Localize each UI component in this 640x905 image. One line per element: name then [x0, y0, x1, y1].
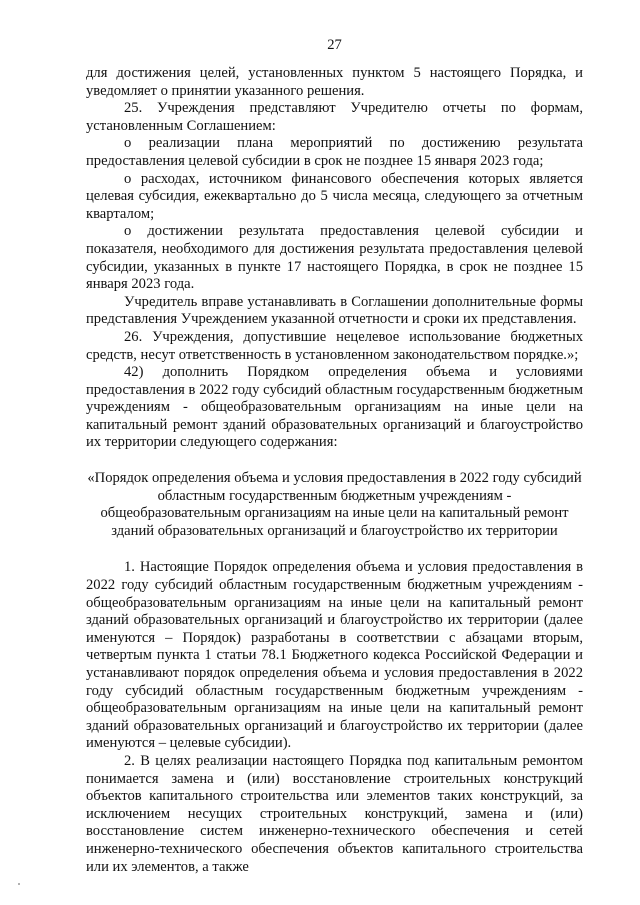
paragraph-report-plan: о реализации плана мероприятий по достижению результата предоставления целевой субсидии в срок не позднее 15 января 2023 года;: [86, 135, 583, 169]
paragraph-item-25: 25. Учреждения представляют Учредителю отчеты по формам, установленным Соглашением:: [86, 100, 583, 134]
paragraph-continuation: для достижения целей, установленных пунктом 5 настоящего Порядка, и уведомляет о принятии указанного решения.: [86, 65, 583, 99]
paragraph-founder-rights: Учредитель вправе устанавливать в Соглашении дополнительные формы представления Учреждением указанной отчетности и сроки их представления.: [86, 293, 583, 328]
paragraph-item-42: 42) дополнить Порядком определения объема и условиями предоставления в 2022 году субсидий областным государственным бюджетным учреждениям - общеобразовательным организациям на иные цели на капитальный ремонт зданий образовательных организаций и благоустройство их территории следующего содержания:: [86, 364, 583, 451]
document-page: [86, 37, 583, 876]
section-heading-block: [86, 470, 583, 540]
paragraph-report-expenses: о расходах, источником финансового обеспечения которых является целевая субсидия, ежеквартально до 5 числа месяца, следующего за отчетным кварталом;: [86, 170, 583, 222]
paragraph-item-2: 2. В целях реализации настоящего Порядка под капитальным ремонтом понимается замена и (или) восстановление строительных конструкций объектов капитального строительства или элементов таких конструкций, за исключением несущих строительных конструкций, замена и (или) восстановление систем инженерно-технического обеспечения и сетей инженерно-технического обеспечения объектов капитального строительства или их элементов, а также: [86, 752, 583, 875]
scan-dot: [18, 883, 20, 885]
paragraph-report-result: о достижении результата предоставления целевой субсидии и показателя, необходимого для достижения результата предоставления целевой субсидии, указанных в пункте 17 настоящего Порядка, в срок не позднее 15 января 2023 года.: [86, 223, 583, 293]
section-heading: «Порядок определения объема и условия предоставления в 2022 году субсидий областным государственным бюджетным учреждениям - общеобразовательным организациям на иные цели на капитальный ремонт зданий образовательных организаций и благоустройство их территории: [87, 470, 582, 539]
paragraph-item-1: 1. Настоящие Порядок определения объема и условия предоставления в 2022 году субсидий областным государственным бюджетным учреждениям - общеобразовательным организациям на иные цели на капитальный ремонт зданий образовательных организаций и благоустройство их территории (далее именуются – Порядок) разработаны в соответствии с абзацами вторым, четвертым пункта 1 статьи 78.1 Бюджетного кодекса Российской Федерации и устанавливают порядок определения объема и условия предоставления в 2022 году субсидий областным государственным бюджетным учреждениям - общеобразовательным организациям на иные цели на капитальный ремонт зданий образовательных организаций и благоустройство их территории (далее именуются – целевые субсидии).: [86, 559, 583, 752]
page-number: 27: [327, 37, 342, 53]
paragraph-item-26: 26. Учреждения, допустившие нецелевое использование бюджетных средств, несут ответственность в установленном законодательством порядке.»;: [86, 328, 583, 363]
